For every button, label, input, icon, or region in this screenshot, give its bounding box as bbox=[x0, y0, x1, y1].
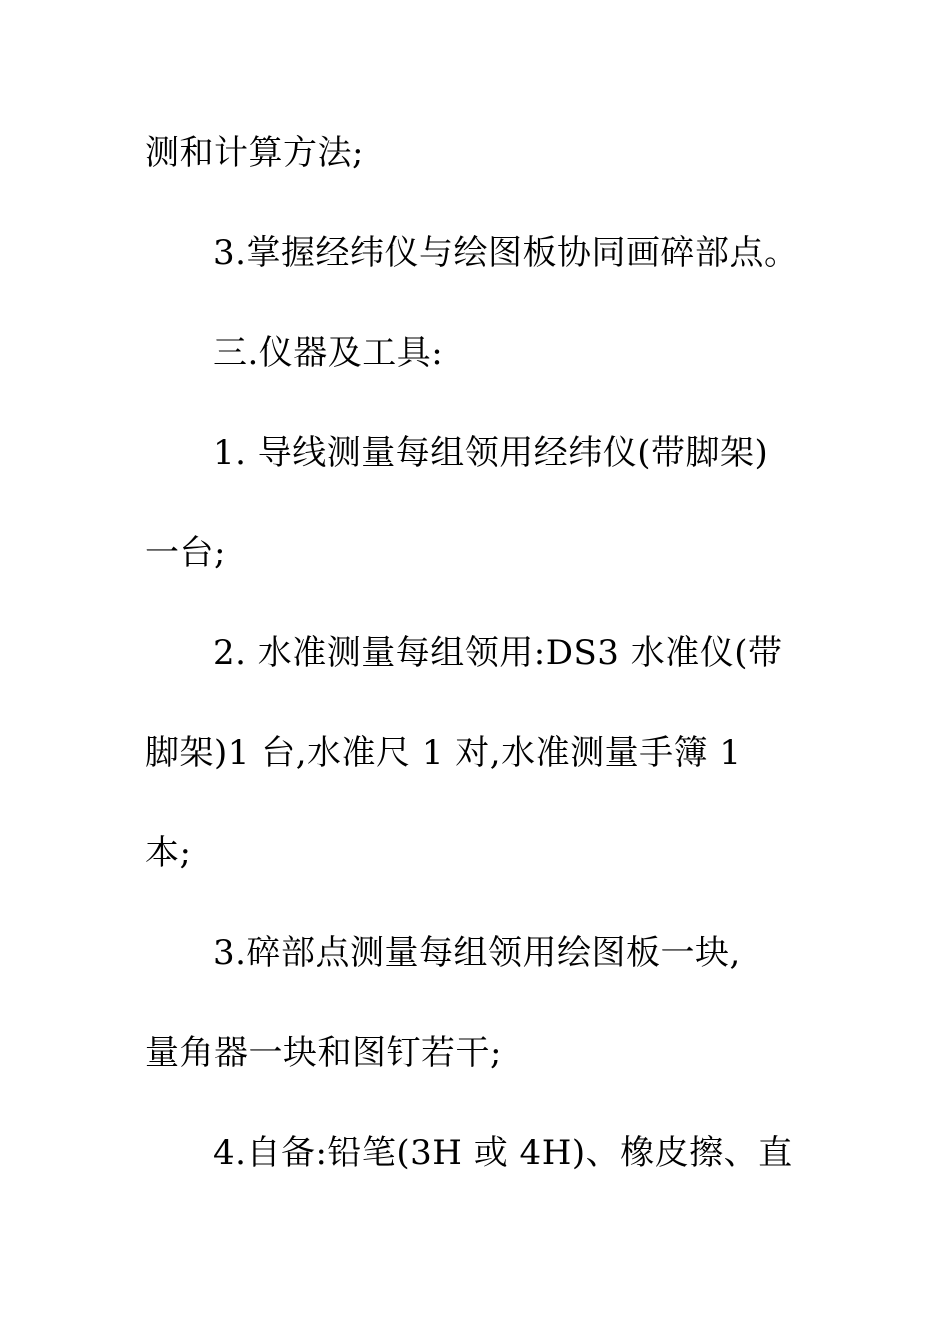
text-line: 一台; bbox=[145, 533, 226, 573]
text-line: 3.碎部点测量每组领用绘图板一块, bbox=[213, 933, 741, 973]
text-line: 3.掌握经纬仪与绘图板协同画碎部点。 bbox=[213, 233, 799, 273]
text-line: 量角器一块和图钉若干; bbox=[145, 1033, 502, 1073]
text-line: 4.自备:铅笔(3H 或 4H)、橡皮擦、直 bbox=[213, 1133, 793, 1173]
text-line: 本; bbox=[145, 833, 192, 873]
text-line: 1. 导线测量每组领用经纬仪(带脚架) bbox=[213, 433, 769, 473]
text-line: 测和计算方法; bbox=[145, 133, 364, 173]
text-line: 脚架)1 台,水准尺 1 对,水准测量手簿 1 bbox=[145, 733, 742, 773]
section-heading: 三.仪器及工具: bbox=[213, 333, 444, 373]
text-line: 2. 水准测量每组领用:DS3 水准仪(带 bbox=[213, 633, 783, 673]
